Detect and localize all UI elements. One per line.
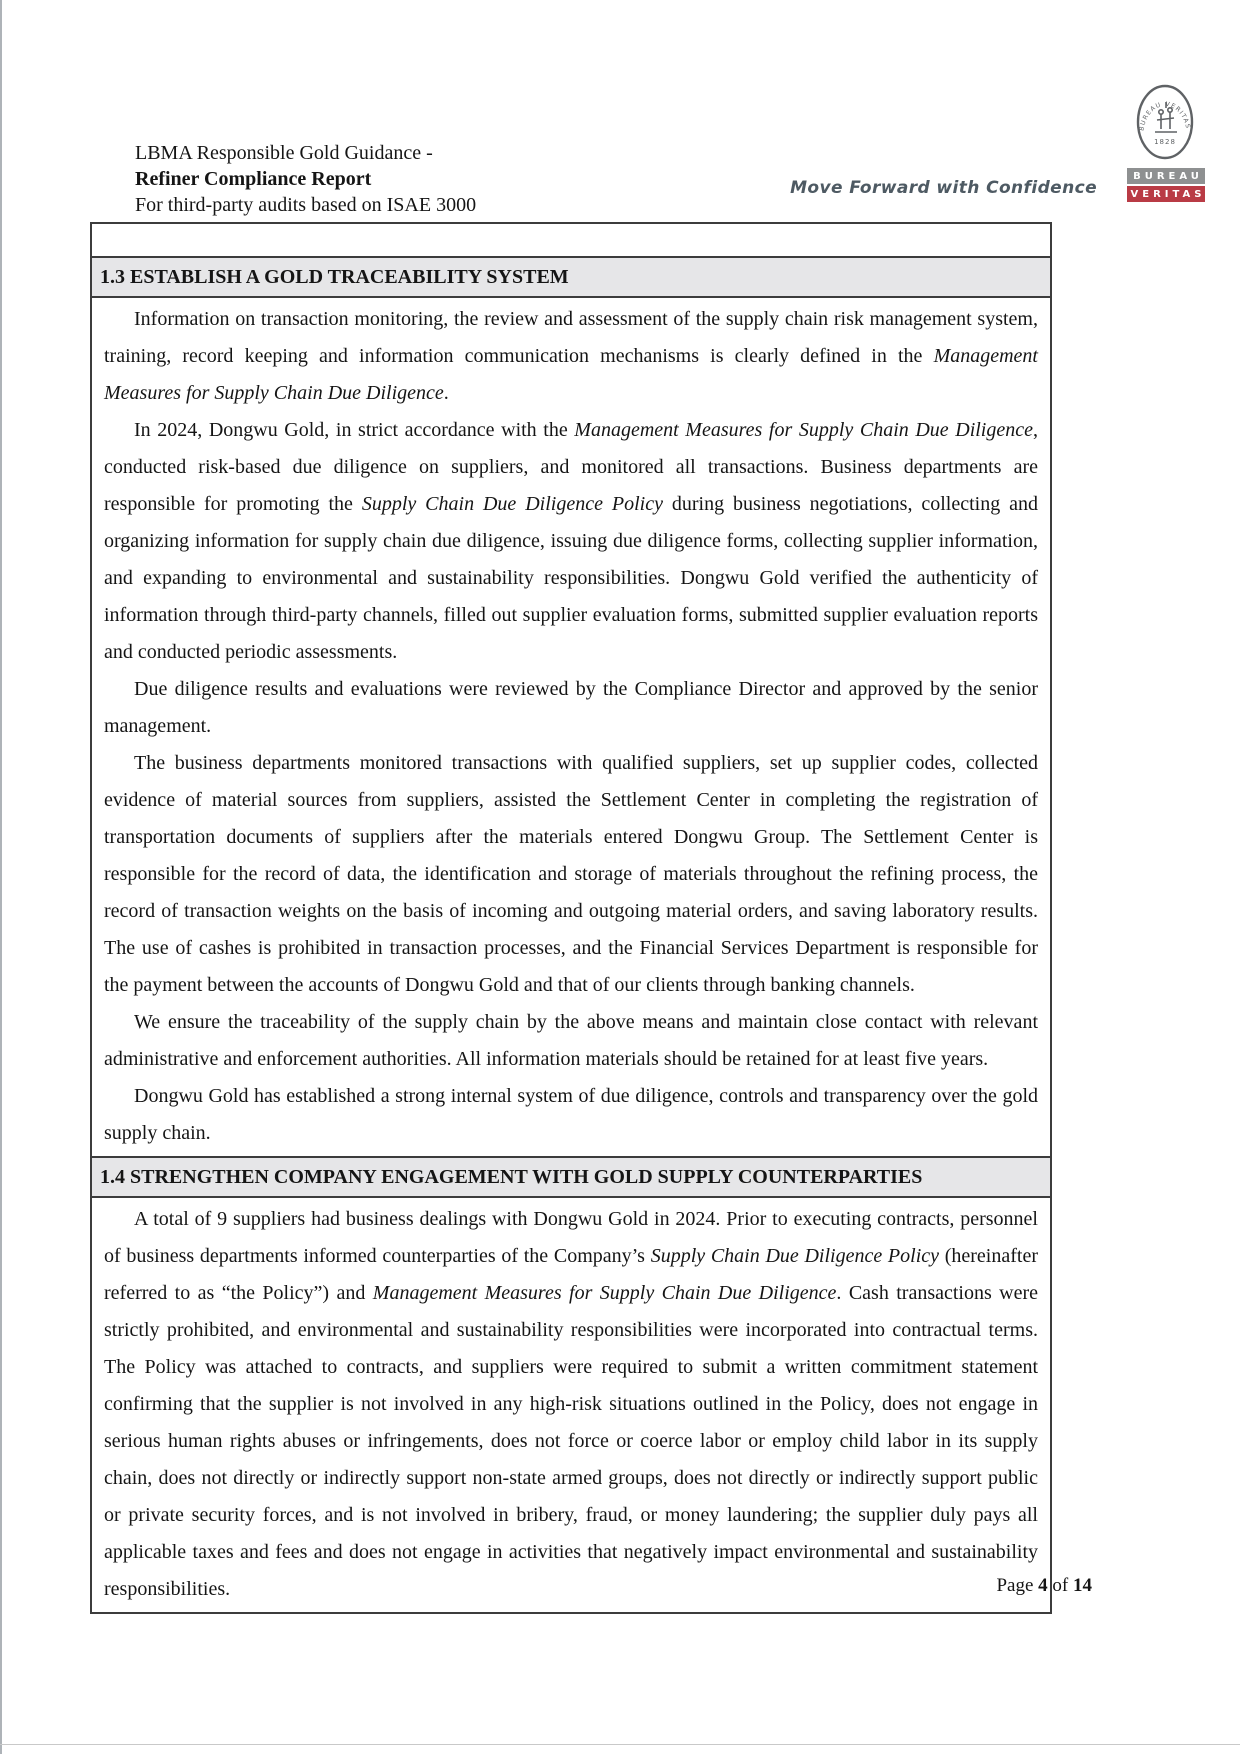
page-number <box>996 1575 1092 1597</box>
paragraph <box>104 1078 1038 1152</box>
report-header <box>135 140 476 218</box>
text-run: . Cash transactions were strictly prohibited, and environmental and sustainability responsibilities were incorporated into contractual terms. The Policy was attached to contracts, and suppliers were required to submit a written commitment statement confirming that the supplier is not involved in any high-risk situations outlined in the Policy, does not engage in serious human rights abuses or infringements, does not force or coerce labor or employ child labor in its supply chain, does not directly or indirectly support non-state armed groups, does not directly or indirectly support public or private security forces, and is not involved in bribery, fraud, or money laundering; the supplier duly pays all applicable taxes and fees and does not engage in activities that negatively impact environmental and sustainability responsibilities. <box>104 1282 1039 1600</box>
text-run: A total of 9 suppliers had business dealings with Dongwu Gold in 2024. Prior to executing contracts, personnel of business departments informed counterparties of the Company’s <box>104 1208 1038 1267</box>
logo-veritas-label: VERITAS <box>1130 188 1206 200</box>
content-table <box>90 222 1052 1614</box>
section-heading-1-3: 1.3 ESTABLISH A GOLD TRACEABILITY SYSTEM <box>92 258 1050 298</box>
bureau-veritas-logo <box>1127 84 1205 202</box>
logo-box-veritas <box>1127 186 1205 202</box>
italic-text-run: Management Measures for Supply Chain Due Diligence <box>574 419 1033 441</box>
text-run: Information on transaction monitoring, the review and assessment of the supply chain risk management system, training, record keeping and information communication mechanisms is clearly defined in the <box>104 308 1038 367</box>
text-run: . <box>443 382 449 404</box>
bureau-veritas-emblem-icon <box>1127 84 1205 166</box>
text-run: In 2024, Dongwu Gold, in strict accordance with the <box>134 419 575 441</box>
paragraph <box>104 301 1038 412</box>
section-body-1-3 <box>92 298 1050 1156</box>
italic-text-run: Supply Chain Due Diligence Policy <box>650 1245 940 1267</box>
paragraph <box>104 671 1038 745</box>
paragraph <box>104 1004 1038 1078</box>
text-run: We ensure the traceability of the supply chain by the above means and maintain close contact with relevant administrative and enforcement authorities. All information materials should be retained for at least five years. <box>104 1011 1038 1070</box>
text-run: during business negotiations, collecting and organizing information for supply chain due diligence, issuing due diligence forms, collecting supplier information, and expanding to environmental and sustainability responsibilities. Dongwu Gold verified the authenticity of information through third-party channels, filled out supplier evaluation forms, submitted supplier evaluation reports and conducted periodic assessments. <box>104 493 1039 663</box>
text-run: The business departments monitored transactions with qualified suppliers, set up supplier codes, collected evidence of material sources from suppliers, assisted the Settlement Center in completing the registration of transportation documents of suppliers after the materials entered Dongwu Group. The Settlement Center is responsible for the record of data, the identification and storage of materials throughout the refining process, the record of transaction weights on the basis of incoming and outgoing material orders, and saving laboratory results. The use of cashes is prohibited in transaction processes, and the Financial Services Department is responsible for the payment between the accounts of Dongwu Gold and that of our clients through banking channels. <box>104 752 1038 996</box>
text-run: Page <box>996 1575 1039 1596</box>
header-title-line3: For third-party audits based on ISAE 3000 <box>135 194 477 216</box>
text-run: (hereinafter referred to as “the Policy”) and <box>104 1245 1038 1304</box>
paragraph <box>104 412 1038 671</box>
text-run: , conducted risk-based due diligence on suppliers, and monitored all transactions. Business departments are responsible for promoting the <box>104 419 1038 515</box>
text-run: Due diligence results and evaluations were reviewed by the Compliance Director and approved by the senior management. <box>104 678 1038 737</box>
scan-edge-left <box>0 0 2 1754</box>
scan-edge-bottom <box>0 1744 1240 1745</box>
header-title-line2: Refiner Compliance Report <box>135 168 372 190</box>
brand-tagline: Move Forward with Confidence <box>790 178 1097 198</box>
paragraph <box>104 745 1038 1004</box>
bold-text-run: 4 <box>1038 1575 1048 1596</box>
svg-text:BUREAU VERITAS <box>1138 101 1191 132</box>
text-run: of <box>1047 1575 1073 1596</box>
emblem-ring-text: BUREAU VERITAS <box>1138 100 1192 132</box>
header-title-line1: LBMA Responsible Gold Guidance - <box>135 142 433 164</box>
italic-text-run: Management Measures for Supply Chain Due Diligence <box>104 345 1038 404</box>
paragraph <box>104 1201 1038 1608</box>
text-run: Dongwu Gold has established a strong internal system of due diligence, controls and transparency over the gold supply chain. <box>104 1085 1038 1144</box>
italic-text-run: Management Measures for Supply Chain Due Diligence <box>372 1282 837 1304</box>
emblem-year: 1828 <box>1154 138 1176 146</box>
logo-box-bureau <box>1127 168 1205 184</box>
section-body-1-4 <box>92 1198 1050 1612</box>
section-heading-1-4: 1.4 STRENGTHEN COMPANY ENGAGEMENT WITH GOLD SUPPLY COUNTERPARTIES <box>92 1156 1050 1198</box>
bold-text-run: 14 <box>1073 1575 1092 1596</box>
empty-row <box>92 224 1050 258</box>
logo-bureau-label: BUREAU <box>1133 170 1203 182</box>
italic-text-run: Supply Chain Due Diligence Policy <box>361 493 663 515</box>
